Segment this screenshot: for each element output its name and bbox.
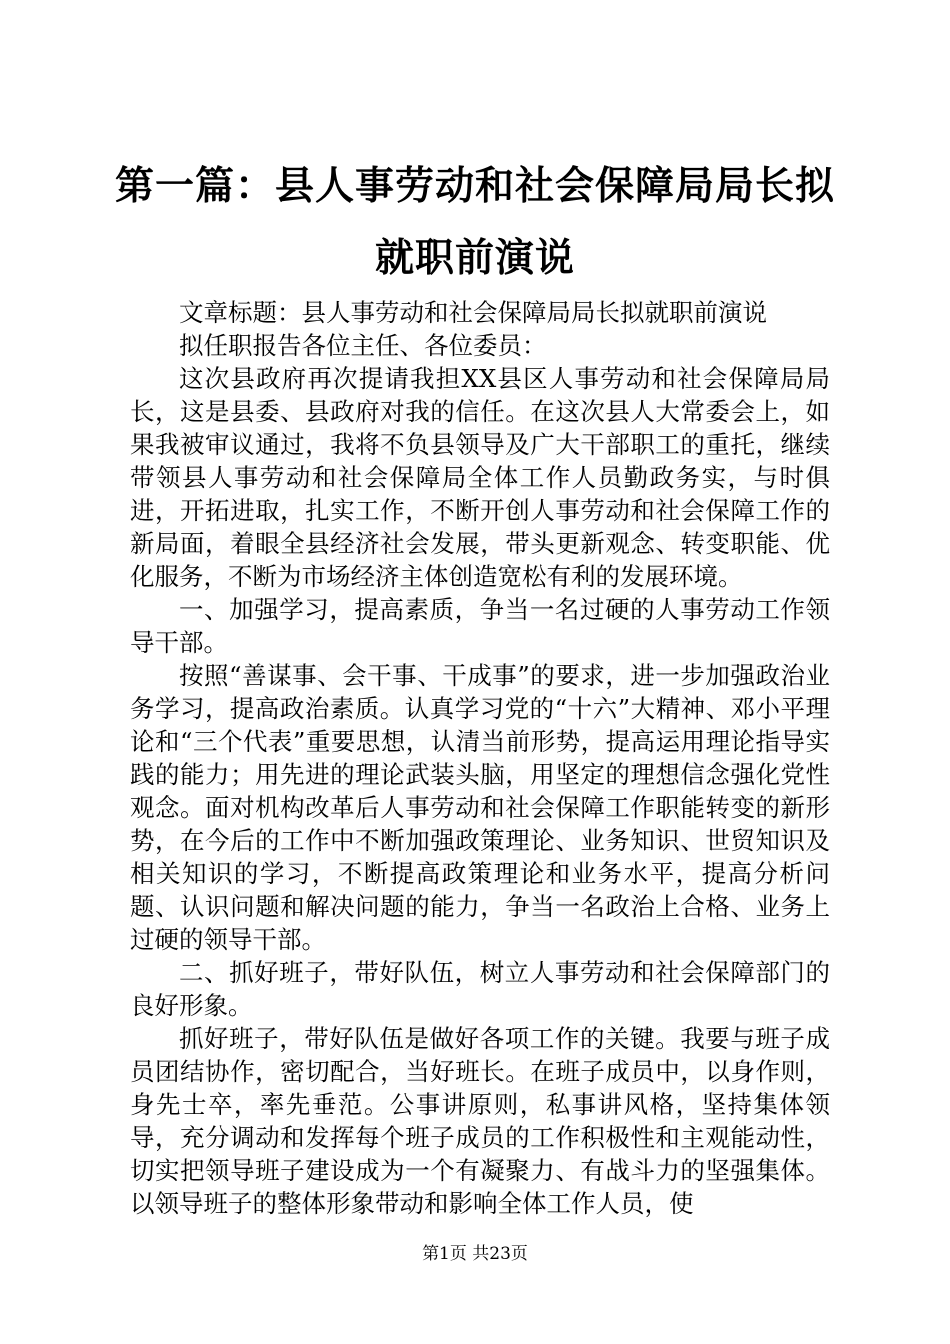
document-title: 第一篇：县人事劳动和社会保障局局长拟就职前演说 xyxy=(114,163,835,281)
article-title-line: 文章标题：县人事劳动和社会保障局局长拟就职前演说 xyxy=(179,298,767,327)
document-body xyxy=(130,296,830,1220)
salutation: 拟任职报告各位主任、各位委员： xyxy=(179,331,547,360)
paragraph-intro: 这次县政府再次提请我担XX县区人事劳动和社会保障局局长，这是县委、县政府对我的信任。在这次县人大常委会上，如果我被审议通过，我将不负县领导及广大干部职工的重托，继续带领县人事劳动和社会保障局全体工作人员勤政务实，与时俱进，开拓进取，扎实工作，不断开创人事劳动和社会保障工作的新局面，着眼全县经济社会发展，带头更新观念、转变职能、优化服务，不断为市场经济主体创造宽松有利的发展环境。 xyxy=(130,364,830,591)
paragraph-section-2: 抓好班子，带好队伍是做好各项工作的关键。我要与班子成员团结协作，密切配合，当好班长。在班子成员中，以身作则，身先士卒，率先垂范。公事讲原则，私事讲风格，坚持集体领导，充分调动和发挥每个班子成员的工作积极性和主观能动性，切实把领导班子建设成为一个有凝聚力、有战斗力的坚强集体。以领导班子的整体形象带动和影响全体工作人员，使 xyxy=(130,1024,830,1218)
section-heading-2: 二、抓好班子，带好队伍，树立人事劳动和社会保障部门的良好形象。 xyxy=(130,958,830,1020)
page-number-footer: 第1页 共23页 xyxy=(422,1244,528,1264)
section-heading-1: 一、加强学习，提高素质，争当一名过硬的人事劳动工作领导干部。 xyxy=(130,595,830,657)
paragraph-section-1: 按照“善谋事、会干事、干成事”的要求，进一步加强政治业务学习，提高政治素质。认真学习党的“十六”大精神、邓小平理论和“三个代表”重要思想，认清当前形势，提高运用理论指导实践的能力；用先进的理论武装头脑，用坚定的理想信念强化党性观念。面对机构改革后人事劳动和社会保障工作职能转变的新形势，在今后的工作中不断加强政策理论、业务知识、世贸知识及相关知识的学习，不断提高政策理论和业务水平，提高分析问题、认识问题和解决问题的能力，争当一名政治上合格、业务上过硬的领导干部。 xyxy=(130,661,830,954)
